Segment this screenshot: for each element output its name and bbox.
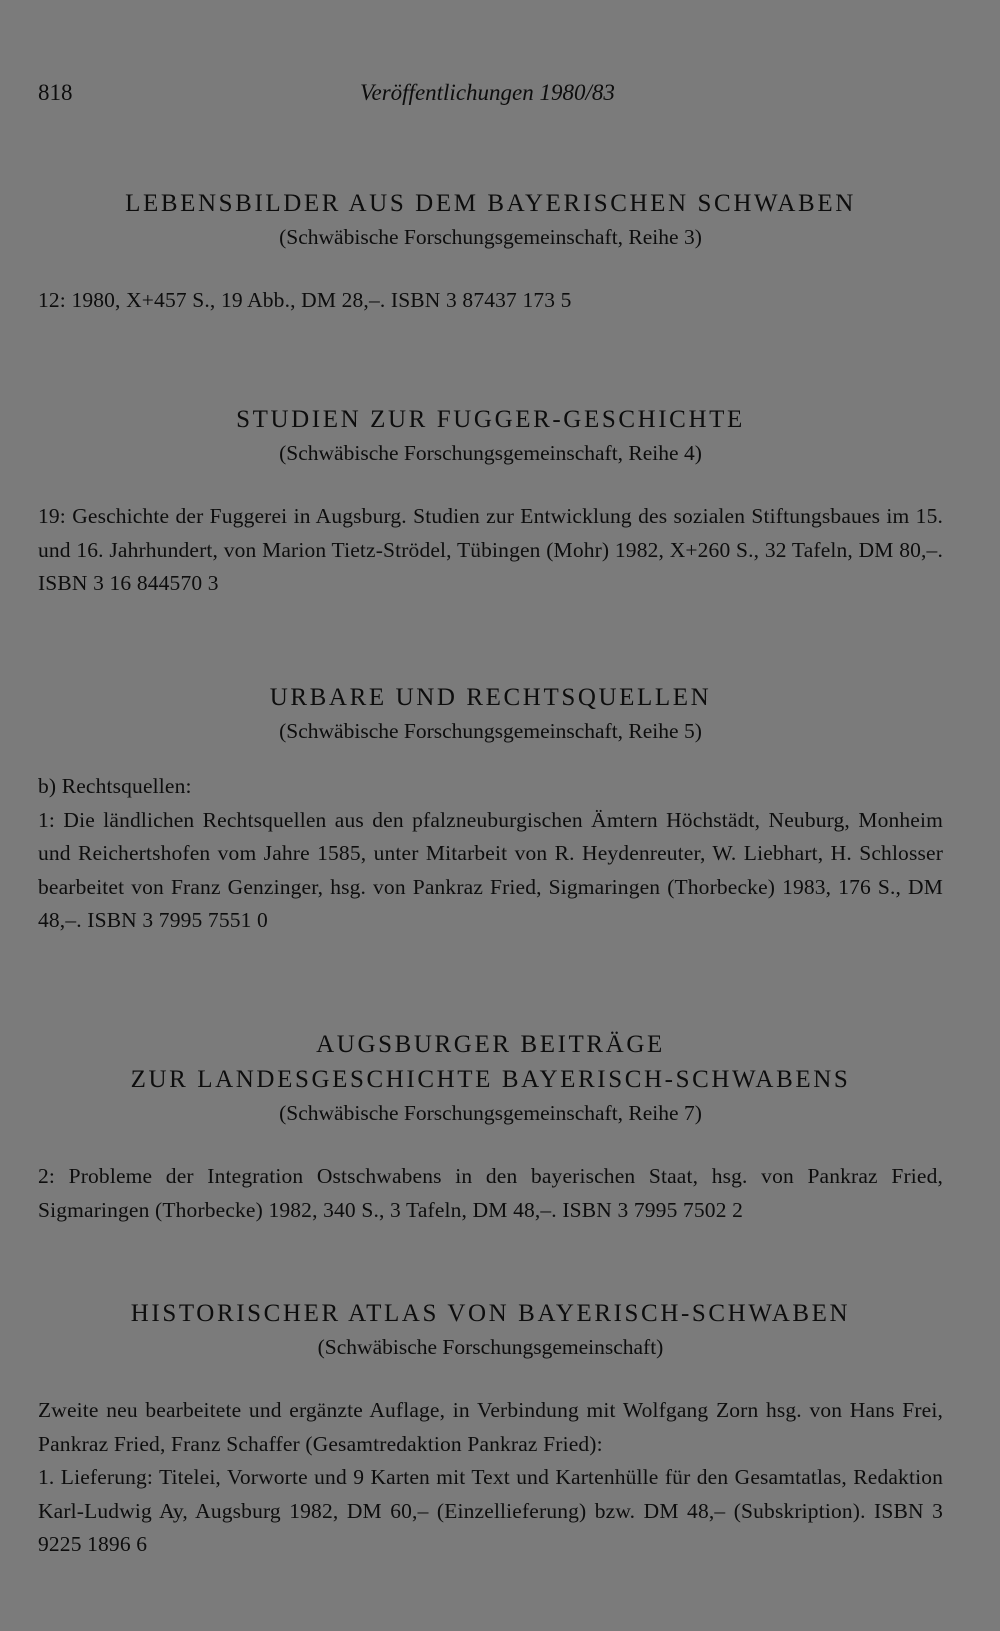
bibliography-entry: 1: Die ländlichen Rechtsquellen aus den pfalzneuburgischen Ämtern Höchstädt, Neuburg, Monheim und Reichertshofen vom Jahre 1585, unter Mitarbeit von R. Heydenreuter, W. Liebhart, H. Schlosser bearbeitet von Franz Genzinger, hsg. von Pankraz Fried, Sigmaringen (Thorbecke) 1983, 176 S., DM 48,–. ISBN 3 7995 7551 0 <box>38 807 943 932</box>
subsection-heading: b) Rechtsquellen: <box>38 774 192 798</box>
bibliography-entry: 12: 1980, X+457 S., 19 Abb., DM 28,–. ISBN 3 87437 173 5 <box>38 288 572 312</box>
page-number: 818 <box>38 80 73 105</box>
section-historischer-atlas <box>38 1296 943 1562</box>
running-head <box>38 80 628 112</box>
section-title: HISTORISCHER ATLAS VON BAYERISCH-SCHWABEN <box>130 1300 851 1327</box>
bibliography-entry: 19: Geschichte der Fuggerei in Augsburg. Studien zur Entwicklung des sozialen Stiftungsbaues im 15. und 16. Jahrhundert, von Marion Tietz-Strödel, Tübingen (Mohr) 1982, X+260 S., 32 Tafeln, DM 80,–. ISBN 3 16 844570 3 <box>38 504 943 595</box>
section-title: STUDIEN ZUR FUGGER-GESCHICHTE <box>236 406 745 433</box>
section-title-line-1: AUGSBURGER BEITRÄGE <box>316 1031 665 1058</box>
section-fugger-geschichte <box>38 402 943 601</box>
series-note: (Schwäbische Forschungsgemeinschaft, Reihe 5) <box>279 719 702 743</box>
section-urbare-rechtsquellen <box>38 680 943 938</box>
section-title: LEBENSBILDER AUS DEM BAYERISCHEN SCHWABEN <box>125 190 856 217</box>
series-note: (Schwäbische Forschungsgemeinschaft, Reihe 4) <box>279 441 702 465</box>
section-lebensbilder <box>38 186 943 318</box>
section-augsburger-beitraege <box>38 1027 943 1227</box>
bibliography-entry: 2: Probleme der Integration Ostschwabens in den bayerischen Staat, hsg. von Pankraz Fried, Sigmaringen (Thorbecke) 1982, 340 S., 3 Tafeln, DM 48,–. ISBN 3 7995 7502 2 <box>38 1164 943 1222</box>
series-note: (Schwäbische Forschungsgemeinschaft) <box>317 1335 664 1359</box>
series-note: (Schwäbische Forschungsgemeinschaft, Reihe 7) <box>279 1101 702 1125</box>
series-note: (Schwäbische Forschungsgemeinschaft, Reihe 3) <box>279 225 702 249</box>
section-title: URBARE UND RECHTSQUELLEN <box>269 684 712 711</box>
bibliography-entry: Zweite neu bearbeitete und ergänzte Auflage, in Verbindung mit Wolfgang Zorn hsg. von Hans Frei, Pankraz Fried, Franz Schaffer (Gesamtredaktion Pankraz Fried): <box>38 1398 943 1456</box>
section-title-line-2: ZUR LANDESGESCHICHTE BAYERISCH-SCHWABENS <box>130 1066 851 1093</box>
running-title: Veröffentlichungen 1980/83 <box>360 80 615 105</box>
bibliography-entry: 1. Lieferung: Titelei, Vorworte und 9 Karten mit Text und Kartenhülle für den Gesamtatlas, Redaktion Karl-Ludwig Ay, Augsburg 1982, DM 60,– (Einzellieferung) bzw. DM 48,– (Subskription). ISBN 3 9225 1896 6 <box>38 1465 943 1556</box>
